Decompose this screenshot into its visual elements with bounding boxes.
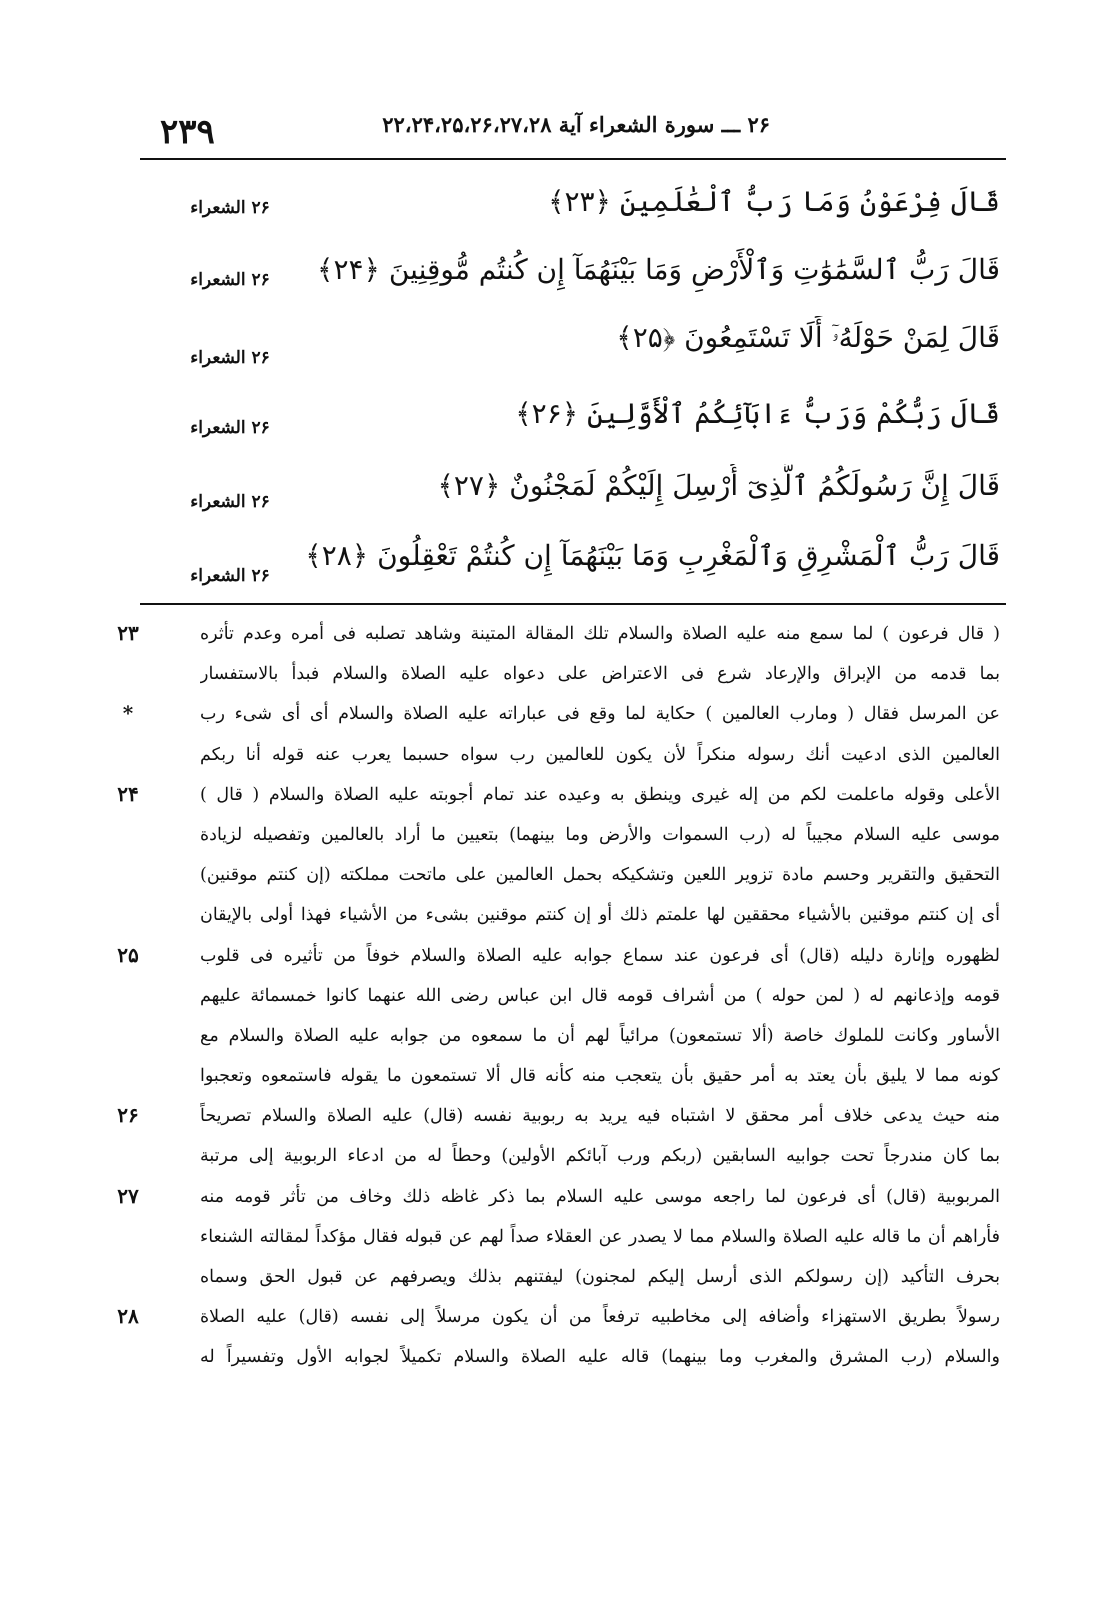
- running-header-title: ۲۶ ـــ سورة الشعراء آية ۲۲،۲۴،۲۵،۲۶،۲۷،۲۸: [382, 112, 770, 137]
- verse-row: [150, 248, 1000, 308]
- commentary-line: [117, 1097, 1000, 1137]
- verse-marker: *: [122, 701, 134, 726]
- commentary-line: [150, 1338, 1000, 1378]
- commentary-line: [150, 896, 1000, 936]
- verse-marker: ۲۶: [117, 1103, 139, 1128]
- commentary-text: العالمين الذى ادعيت أنك رسوله منكراً لأن يكون للعالمين رب سواه حسبما يعرب عنه قوله أنا ربكم: [200, 744, 1000, 765]
- verse-reference: ۲۶ الشعراء: [190, 566, 270, 586]
- verse-reference: ۲۶ الشعراء: [190, 198, 270, 218]
- verse-marker: ۲۷: [117, 1183, 139, 1208]
- commentary-text: الأعلى وقوله ماعلمت لكم من إله غيرى وينطق به وعيده عند تمام أجوبته عليه الصلاة والسلام ( قال ): [200, 784, 1000, 805]
- verse-marker: ۲۴: [117, 781, 139, 806]
- commentary-line: [150, 736, 1000, 776]
- commentary-text: ( قال فرعون ) لما سمع منه عليه الصلاة والسلام تلك المقالة المتينة وشاهد تصلبه فى أمره وعدم تأثره: [200, 624, 1000, 644]
- commentary-block: [117, 615, 1000, 1379]
- commentary-text: فأراهم أن ما قاله عليه الصلاة والسلام مما لا يصدر عن العقلاء صداً لهم عن قبوله فقال مؤكداً لمقالته الشنعاء: [200, 1226, 1000, 1247]
- verse-text: قَالَ رَبُّ ٱلسَّمَٰوَٰتِ وَٱلْأَرْضِ وَمَا بَيْنَهُمَآ إِن كُنتُم مُّوقِنِينَ ﴿۲۴﴾: [317, 253, 1000, 286]
- commentary-text: المربوبية (قال) أى فرعون لما راجعه موسى عليه السلام بما ذكر غاظه ذلك وخاف من تأثر قومه منه: [200, 1186, 1000, 1207]
- section-divider: [140, 603, 1006, 605]
- commentary-text: بحرف التأكيد (إن رسولكم الذى أرسل إليكم لمجنون) ليفتنهم بذلك ويصرفهم عن قبول الحق وسماه: [200, 1267, 1000, 1287]
- commentary-line: [150, 1137, 1000, 1177]
- commentary-line: [150, 655, 1000, 695]
- commentary-text: بما قدمه من الإبراق والإرعاد شرع فى الاعتراض على دعواه عليه الصلاة والسلام فبدأ بالاستفسار: [200, 664, 1000, 685]
- verse-text: قَالَ لِمَنْ حَوْلَهُۥٓ أَلَا تَسْتَمِعُونَ ﴿۲۵﴾: [616, 321, 1000, 354]
- commentary-text: التحقيق والتقرير وحسم مادة تزوير اللعين وتشكيكه بحمل العالمين على ماتحت مملكته (إن كنتم موقنين): [200, 865, 1000, 886]
- commentary-line: [150, 977, 1000, 1017]
- commentary-text: بما كان مندرجاً تحت جوابيه السابقين (ربكم ورب آبائكم الأولين) وحطاً له من ادعاء الربوبية إلى مرتبة: [200, 1146, 1000, 1167]
- commentary-text: قومه وإذعانهم له ( لمن حوله ) من أشراف قومه قال ابن عباس رضى الله عنهما كانوا خمسمائة عليهم: [200, 985, 1000, 1006]
- verse-reference: ۲۶ الشعراء: [190, 418, 270, 438]
- verse-text: قَالَ رَبُّ ٱلْمَشْرِقِ وَٱلْمَغْرِبِ وَمَا بَيْنَهُمَآ إِن كُنتُمْ تَعْقِلُونَ ﴿۲۸﴾: [305, 539, 1000, 572]
- verse-row: [150, 392, 1000, 452]
- verse-text: قَالَ رَبُّكُمْ وَرَبُّ ءَابَآئِكُمُ ٱلْأَوَّلِينَ ﴿۲۶﴾: [515, 397, 1000, 430]
- commentary-line: [117, 937, 1000, 977]
- verse-marker: ۲۸: [117, 1304, 139, 1329]
- commentary-line: [117, 1178, 1000, 1218]
- verse-row: [150, 316, 1000, 376]
- commentary-text: موسى عليه السلام مجيباً له (رب السموات والأرض وما بينهما) بتعيين ما أراد بالعالمين وتفصيله لزيادة: [200, 824, 1000, 845]
- page-number: ۲۳۹: [160, 112, 215, 152]
- verse-reference: ۲۶ الشعراء: [190, 348, 270, 368]
- commentary-text: منه حيث يدعى خلاف أمر محقق لا اشتباه فيه يريد به ربوبية نفسه (قال) عليه الصلاة والسلام تصريحاً: [200, 1106, 1000, 1127]
- verse-marker: ۲۳: [117, 621, 139, 645]
- commentary-line: [122, 695, 1000, 735]
- verse-row: [150, 534, 1000, 594]
- commentary-text: لظهوره وإنارة دليله (قال) أى فرعون عند سماع جوابه عليه الصلاة والسلام خوفاً من تأثيره فى قلوب: [200, 945, 1000, 966]
- commentary-line: [117, 776, 1000, 816]
- commentary-text: عن المرسل فقال ( ومارب العالمين ) حكاية لما وقع فى عباراته عليه الصلاة والسلام أى أى شىء رب: [200, 704, 1000, 725]
- commentary-text: أى إن كنتم موقنين بالأشياء محققين لها علمتم ذلك أو إن كنتم موقنين بشىء من الأشياء فهذا أولى بالإيقان: [200, 905, 1000, 926]
- commentary-line: [150, 1258, 1000, 1298]
- commentary-line: [150, 856, 1000, 896]
- commentary-line: [117, 1298, 1000, 1338]
- verse-reference: ۲۶ الشعراء: [190, 270, 270, 290]
- commentary-line: [117, 615, 1000, 655]
- verse-text: قَالَ إِنَّ رَسُولَكُمُ ٱلَّذِىٓ أُرْسِلَ إِلَيْكُمْ لَمَجْنُونٌ ﴿۲۷﴾: [437, 469, 1000, 502]
- verse-row: [150, 464, 1000, 524]
- commentary-line: [150, 1218, 1000, 1258]
- verse-text: قَالَ فِرْعَوْنُ وَمَا رَبُّ ٱلْعَٰلَمِينَ ﴿۲۳﴾: [548, 185, 1000, 218]
- commentary-text: رسولاً بطريق الاستهزاء وأضافه إلى مخاطبيه ترفعاً من أن يكون مرسلاً إلى نفسه (قال) عليه الصلاة: [200, 1307, 1000, 1328]
- verse-reference: ۲۶ الشعراء: [190, 492, 270, 512]
- commentary-text: والسلام (رب المشرق والمغرب وما بينهما) قاله عليه الصلاة والسلام تكميلاً لجوابه الأول وتفسيراً له: [200, 1347, 1000, 1368]
- commentary-text: كونه مما لا يليق بأن يعتد به أمر حقيق بأن يتعجب منه كأنه قال ألا تستمعون ما يقوله فاستمعوه وتعجبوا: [200, 1066, 1000, 1087]
- commentary-text: الأساور وكانت للملوك خاصة (ألا تستمعون) مرائياً لهم أن ما سمعوه من جوابه عليه الصلاة والسلام مع: [200, 1025, 1000, 1046]
- header-divider: [140, 158, 1006, 160]
- verse-row: [150, 180, 1000, 240]
- verse-marker: ۲۵: [117, 942, 139, 967]
- commentary-line: [150, 816, 1000, 856]
- commentary-line: [150, 1017, 1000, 1057]
- commentary-line: [150, 1057, 1000, 1097]
